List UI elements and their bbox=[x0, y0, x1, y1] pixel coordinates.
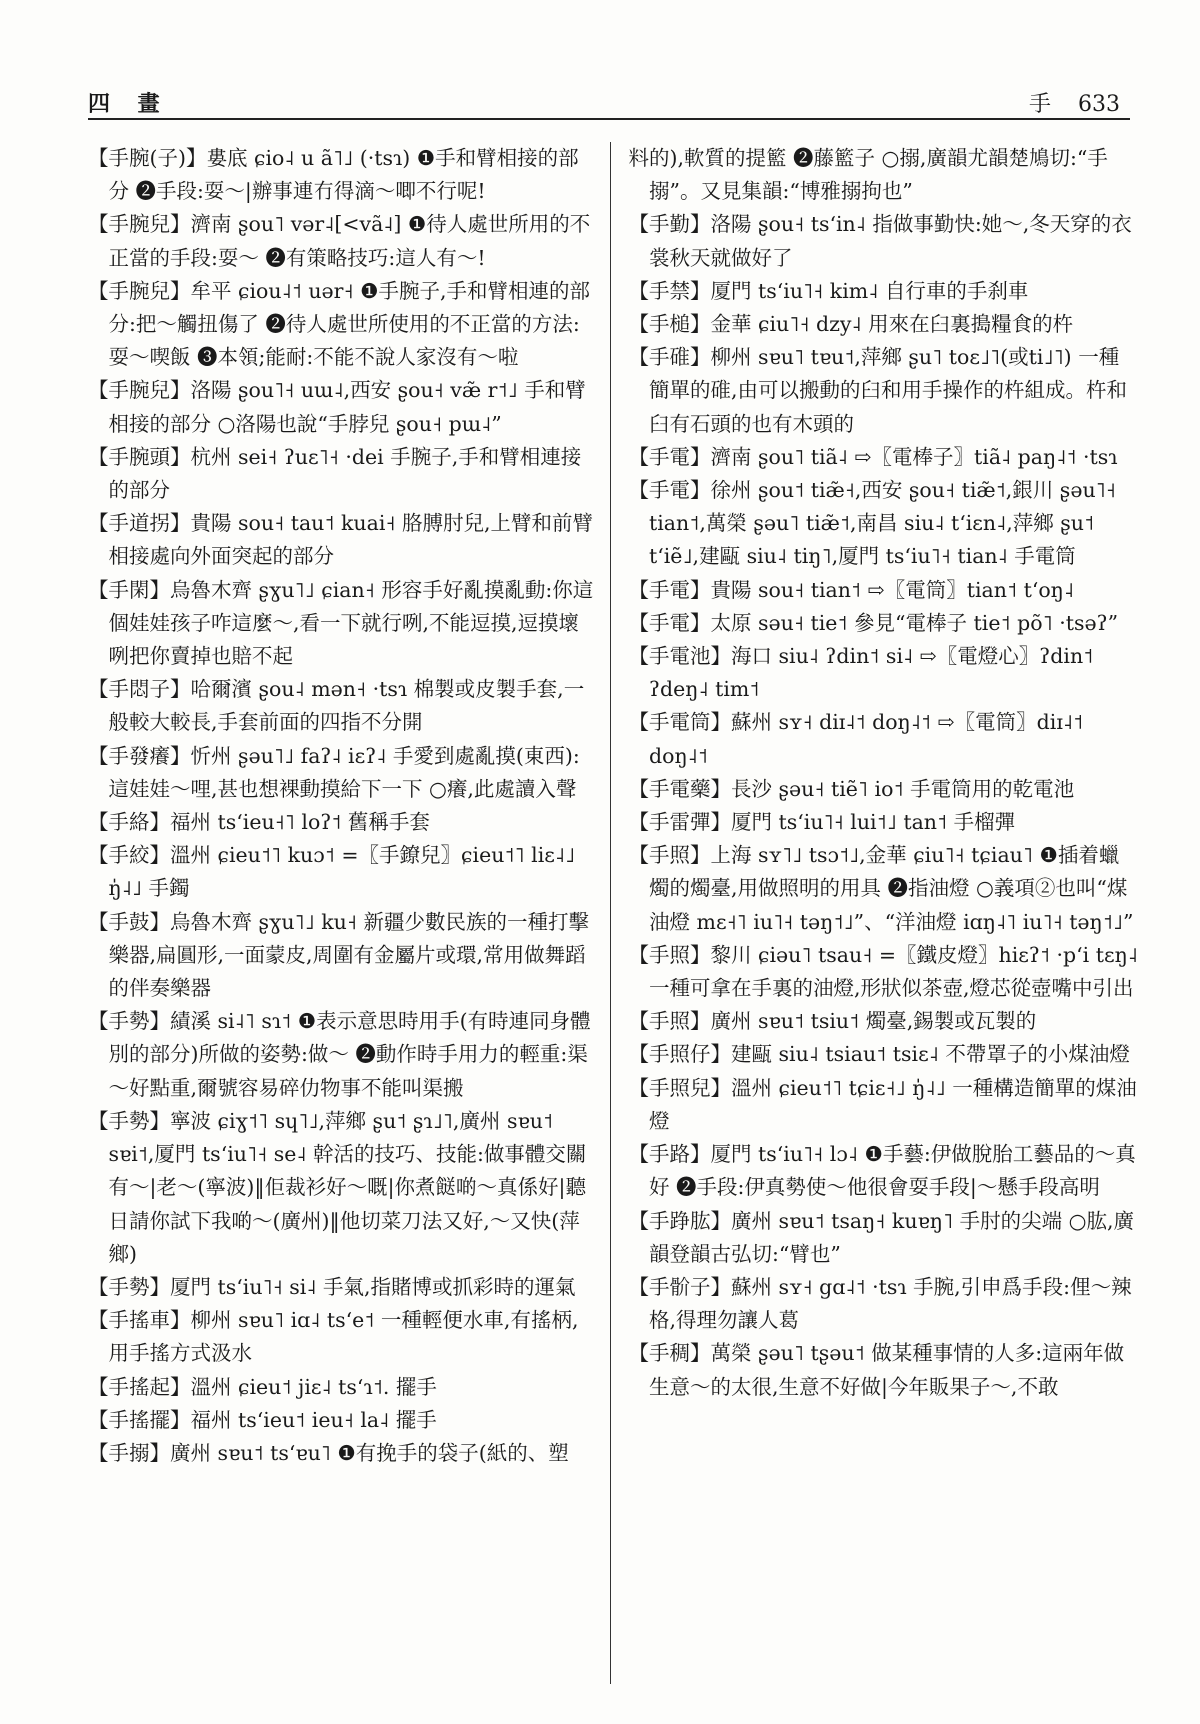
dictionary-entry: 【手照】黎川 ɕiəu˥ tsau˧ =〖鐵皮燈〗hiɛʔ˦ ·pʻi tɛŋ˨ 一種可拿在手裏的油燈,形狀似茶壺,燈芯從壺嘴中引出 bbox=[628, 942, 1138, 1001]
header-rule bbox=[88, 118, 1130, 120]
page-header-right bbox=[1009, 87, 1120, 118]
dictionary-entry: 【手勢】寧波 ɕiɣ˦˥ sɥ˥˩,萍鄉 ʂu˦ ʂɿ˩˥,廣州 sɐu˦ sɐi˦,厦門 tsʻiu˥˧ se˨ 幹活的技巧、技能:做事體交關有～|老～(寧波)‖佢裁衫好～嘅|你煮餸啲～真係好|聽日請你試下我啲～(廣州)‖他切菜刀法又好,～又快(萍鄉) bbox=[88, 1108, 587, 1266]
two-column-body bbox=[88, 142, 1138, 1684]
dictionary-entry: 【手路】厦門 tsʻiu˥˧ lɔ˨ ❶手藝:伊做脫胎工藝品的～真好 ❷手段:伊真勢使～他很會耍手段|～懸手段高明 bbox=[628, 1142, 1136, 1200]
page-header bbox=[88, 78, 1120, 118]
header-char: 手 bbox=[1028, 92, 1051, 117]
section-label: 四 畫 bbox=[88, 91, 170, 117]
dictionary-entry: 【手電】太原 səu˧ tie˦ 參見“電棒子 tie˦ põ˥ ·tsəʔ” bbox=[628, 610, 1119, 635]
dictionary-entry: 【手勤】洛陽 ʂou˧ tsʻin˨ 指做事勤快:她～,冬天穿的衣裳秋天就做好了 bbox=[628, 212, 1132, 270]
left-column bbox=[88, 142, 598, 1684]
dictionary-entry: 【手電池】海口 siu˨ ʔdin˦ si˨ ⇨〖電燈心〗ʔdin˦ ʔdeŋ˨ tim˦ bbox=[628, 644, 1094, 702]
dictionary-entry: 【手悶子】哈爾濱 ʂou˨ mən˧ ·tsɿ 棉製或皮製手套,一般較大較長,手套前面的四指不分開 bbox=[88, 677, 585, 735]
dictionary-entry: 【手搖車】柳州 sɐu˥ iɑ˨ tsʻe˦ 一種輕便水車,有搖柄,用手搖方式汲水 bbox=[88, 1308, 579, 1366]
dictionary-entry: 【手腕兒】洛陽 ʂou˥˧ uɯ˨,西安 ʂou˧ væ̃ r˦˩ 手和臂相接的部分 ○洛陽也說“手脖兒 ʂou˧ pɯ˨” bbox=[88, 378, 586, 436]
dictionary-entry: 【手道拐】貴陽 sou˧ tau˦ kuai˧ 胳膊肘兒,上臂和前臂相接處向外面突起的部分 bbox=[88, 511, 594, 569]
dictionary-entry: 【手電筒】蘇州 sʏ˧ diɪ˨˦ doŋ˨˦ ⇨〖電筒〗diɪ˨˦ doŋ˨˦ bbox=[628, 710, 1084, 768]
dictionary-entry: 【手雷彈】厦門 tsʻiu˥˧ lui˦˩ tan˦ 手榴彈 bbox=[628, 810, 1016, 835]
dictionary-entry: 【手踭肱】廣州 sɐu˦ tsaŋ˧ kuɐŋ˥ 手肘的尖端 ○肱,廣韻登韻古弘切:“臂也” bbox=[628, 1208, 1134, 1266]
dictionary-entry: 【手腕頭】杭州 sei˧ ʔuɛ˥˧ ·dei 手腕子,手和臂相連接的部分 bbox=[88, 444, 582, 503]
dictionary-entry: 【手腕兒】濟南 ʂou˥ vər˨[<vã˨] ❶待人處世所用的不正當的手段:耍～ ❷有策略技巧:這人有～! bbox=[88, 212, 591, 270]
page-number: 633 bbox=[1078, 92, 1120, 117]
dictionary-entry: 【手碓】柳州 sɐu˥ tɐu˦,萍鄉 ʂu˥ toɛ˩˥(或ti˩˥) 一種簡單的碓,由可以搬動的臼和用手操作的杵組成。杵和臼有石頭的也有木頭的 bbox=[628, 345, 1128, 436]
dictionary-entry: 【手電】徐州 ʂou˦ tiæ̃˧,西安 ʂou˧ tiæ̃˦,銀川 ʂəu˥˧ tian˦,萬榮 ʂəu˥ tiæ̃˦,南昌 siu˨ tʻiɛn˨,萍鄉 ʂu˦ tʻiẽ˩,建甌 siu˨ tiŋ˥,厦門 tsʻiu˥˧ tian˨ 手電筒 bbox=[628, 478, 1116, 569]
dictionary-entry: 【手禁】厦門 tsʻiu˥˧ kim˨ 自行車的手刹車 bbox=[628, 278, 1029, 303]
dictionary-entry: 【手絡】福州 tsʻieu˧˥ loʔ˦ 舊稱手套 bbox=[88, 810, 430, 835]
dictionary-entry: 【手搖起】溫州 ɕieu˦ jiɛ˨ tsʻɿ˦. 擺手 bbox=[88, 1374, 437, 1399]
dictionary-entry: 【手照仔】建甌 siu˨ tsiau˦ tsiɛ˨ 不帶罩子的小煤油燈 bbox=[628, 1042, 1130, 1067]
dictionary-entry: 【手閑】烏魯木齊 ʂɣu˥˩ ɕian˧ 形容手好亂摸亂動:你這個娃娃孩子咋這麼～,看一下就行咧,不能逗摸,逗摸壞咧把你賣掉也賠不起 bbox=[88, 577, 594, 669]
dictionary-entry: 料的),軟質的提籃 ❷藤籃子 ○搦,廣韻尤韻楚鳩切:“手搦”。又見集韻:“博雅搦拘也” bbox=[628, 146, 1108, 204]
right-column bbox=[611, 142, 1139, 1684]
dictionary-entry: 【手搖擺】福州 tsʻieu˦ ieu˧ la˨ 擺手 bbox=[88, 1407, 437, 1432]
dictionary-entry: 【手槌】金華 ɕiu˥˧ dzy˨ 用來在臼裏搗糧食的杵 bbox=[628, 312, 1074, 337]
dictionary-entry: 【手電】濟南 ʂou˥ tiã˨ ⇨〖電棒子〗tiã˨ paŋ˨˦ ·tsɿ bbox=[628, 444, 1118, 469]
dictionary-entry: 【手絞】溫州 ɕieu˦˥ kuɔ˦ =〖手鐐兒〗ɕieu˦˥ liɛ˨˩ ŋ̍˨˩ 手鐲 bbox=[88, 843, 576, 901]
dictionary-entry: 【手照】廣州 sɐu˦ tsiu˦ 燭臺,錫製或瓦製的 bbox=[628, 1009, 1037, 1034]
dictionary-entry: 【手勢】績溪 si˨˥ sɿ˦ ❶表示意思時用手(有時連同身體別的部分)所做的姿勢:做～ ❷動作時手用力的輕重:渠～好點重,爾號容易碎仂物事不能叫渠搬 bbox=[88, 1009, 591, 1100]
dictionary-entry: 【手腕(子)】婁底 ɕio˨ u ã˥˩ (·tsɿ) ❶手和臂相接的部分 ❷手段:耍～|辦事連冇得滴～唧不行呢! bbox=[88, 146, 579, 204]
dictionary-entry: 【手鼓】烏魯木齊 ʂɣu˥˩ ku˧ 新疆少數民族的一種打擊樂器,扁圓形,一面蒙皮,周圍有金屬片或環,常用做舞蹈的伴奏樂器 bbox=[88, 909, 590, 1001]
dictionary-entry: 【手搦】廣州 sɐu˦ tsʻɐu˥ ❶有挽手的袋子(紙的、塑 bbox=[88, 1440, 569, 1465]
dictionary-entry: 【手照兒】溫州 ɕieu˦˥ tɕiɛ˧˩ ŋ̍˨˩ 一種構造簡單的煤油燈 bbox=[628, 1075, 1137, 1133]
dictionary-entry: 【手電】貴陽 sou˧ tian˦ ⇨〖電筒〗tian˦ tʻoŋ˨ bbox=[628, 577, 1074, 602]
dictionary-entry: 【手腕兒】牟平 ɕiou˨˦ uər˧ ❶手腕子,手和臂相連的部分:把～觸扭傷了 ❷待人處世所使用的不正當的方法:耍～喫飯 ❸本領;能耐:不能不說人家沒有～啦 bbox=[88, 278, 590, 370]
dictionary-entry: 【手發癢】忻州 ʂəu˥˩ faʔ˨ iɛʔ˨ 手愛到處亂摸(東西):這娃娃～哩,甚也想裸動摸給下一下 ○癢,此處讀入聲 bbox=[88, 743, 580, 801]
dictionary-entry: 【手稠】萬榮 ʂəu˥ tʂəu˦ 做某種事情的人多:這兩年做生意～的太很,生意不好做|今年販果子～,不敢 bbox=[628, 1341, 1125, 1399]
dictionary-entry: 【手照】上海 sʏ˥˩ tsɔ˦˩,金華 ɕiu˥˧ tɕiau˥ ❶插着蠟燭的燭臺,用做照明的用具 ❷指油燈 ○義項②也叫“煤油燈 mɛ˧˥ iu˥˧ təŋ˦˩”、“洋油燈 iɑŋ˨˥ iu˥˧ təŋ˦˩” bbox=[628, 843, 1134, 934]
dictionary-entry: 【手勢】厦門 tsʻiu˥˧ si˨ 手氣,指賭博或抓彩時的運氣 bbox=[88, 1274, 576, 1299]
dictionary-entry: 【手骱子】蘇州 sʏ˧ gɑ˨˦ ·tsɿ 手腕,引申爲手段:俚～辣格,得理勿讓人葛 bbox=[628, 1274, 1132, 1333]
dictionary-entry: 【手電藥】長沙 ʂəu˧ tiẽ˥ io˦ 手電筒用的乾電池 bbox=[628, 776, 1075, 801]
